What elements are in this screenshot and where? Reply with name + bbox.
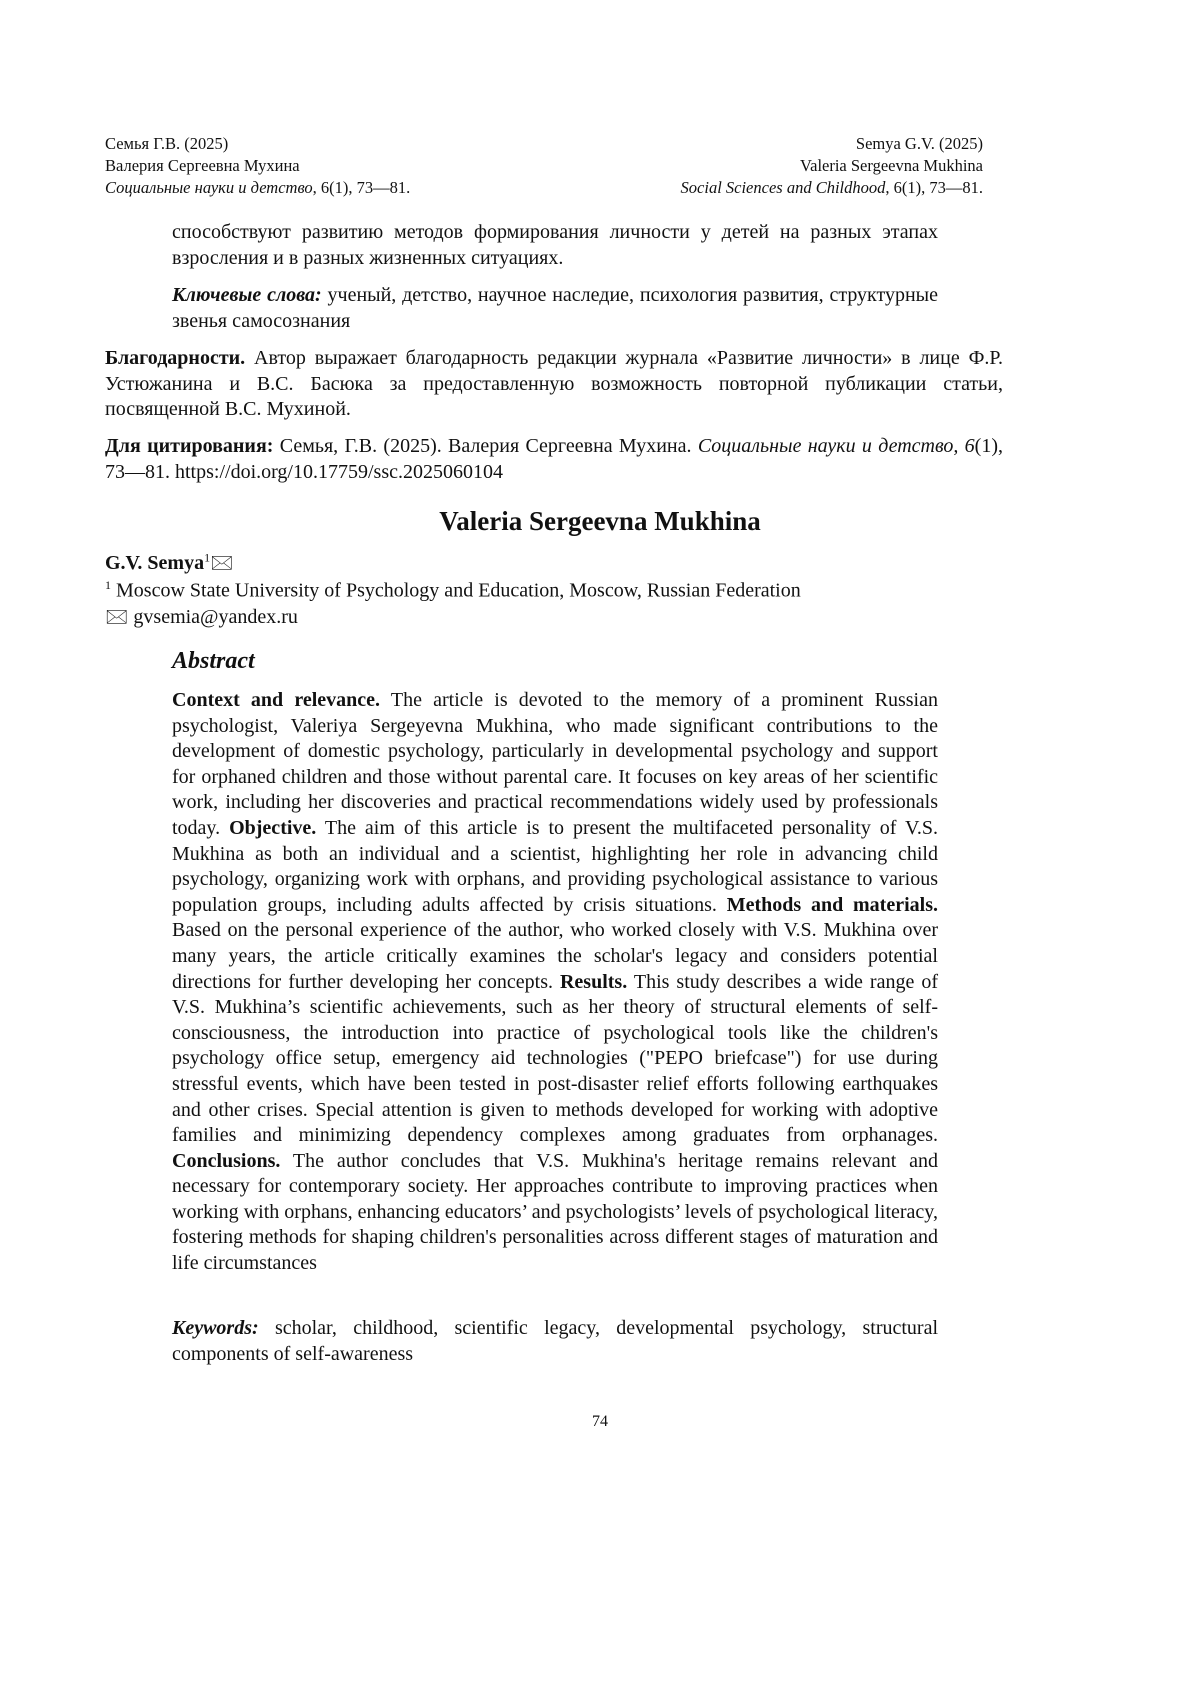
article-title: Valeria Sergeevna Mukhina [0, 506, 1200, 537]
header-author: Семья Г.В. (2025) [105, 133, 410, 155]
email-link[interactable]: gvsemia@yandex.ru [133, 606, 297, 628]
running-header-ru [105, 133, 410, 199]
header-title: Valeria Sergeevna Mukhina [681, 155, 983, 177]
affiliation: 1 Moscow State University of Psychology and Education, Moscow, Russian Federation [105, 572, 801, 604]
ru-abstract-tail: способствуют развитию методов формирования личности у детей на разных этапах взросления и в разных жизненных ситуациях. [172, 220, 938, 271]
header-journal: Social Sciences and Childhood, 6(1), 73—81. [681, 177, 983, 199]
doi-link[interactable]: (1), 73—81. https://doi.org/10.17759/ssc.2025060104 [105, 435, 1003, 483]
keywords: Keywords: scholar, childhood, scientific legacy, developmental psychology, structural components of self-awareness [172, 1316, 938, 1367]
ru-citation: Для цитирования: Семья, Г.В. (2025). Валерия Сергеевна Мухина. Социальные науки и детство, 6(1), 73—81. https://doi.org/10.17759/ssc.2025060104 [105, 434, 1003, 485]
abstract-body: Context and relevance. The article is devoted to the memory of a prominent Russian psychologist, Valeriya Sergeyevna Mukhina, who made significant contributions to the development of domestic psychology, particularly in developmental psychology and support for orphaned children and those without parental care. It focuses on key areas of her scientific work, including her discoveries and practical recommendations widely used by professionals today. Objective. The aim of this article is to present the multifaceted personality of V.S. Mukhina as both an individual and a scientist, highlighting her role in advancing child psychology, organizing work with orphans, and providing psychological assistance to various population groups, including adults affected by crisis situations. Methods and materials. Based on the personal experience of the author, who worked closely with V.S. Mukhina over many years, the article critically examines the scholar's legacy and considers potential directions for further developing her concepts. Results. This study describes a wide range of V.S. Mukhina’s scientific achievements, such as her theory of structural elements of self-consciousness, the introduction into practice of psychological tools like the children's psychology office setup, emergency aid technologies ("PEPO briefcase") for use during stressful events, which have been tested in post-disaster relief efforts following earthquakes and other crises. Special attention is given to methods developed for working with adoptive families and minimizing dependency complexes among graduates from orphanages. Conclusions. The author concludes that V.S. Mukhina's heritage remains relevant and necessary for contemporary society. Her approaches contribute to improving practices when working with orphans, enhancing educators’ and psychologists’ levels of psychological literacy, fostering methods for shaping children's personalities across different stages of maturation and life circumstances [172, 688, 938, 1277]
header-journal: Социальные науки и детство, 6(1), 73—81. [105, 177, 410, 199]
header-title: Валерия Сергеевна Мухина [105, 155, 410, 177]
running-header-en [681, 133, 983, 199]
author-line: G.V. Semya1🖂 [105, 548, 234, 582]
ru-acknowledgements: Благодарности. Автор выражает благодарность редакции журнала «Развитие личности» в лице Ф.Р. Устюжанина и В.С. Басюка за предоставленную возможность повторной публикации статьи, посвященной В.С. Мухиной. [105, 346, 1003, 423]
email-line [105, 604, 801, 630]
header-author: Semya G.V. (2025) [681, 133, 983, 155]
envelope-icon: 🖂 [105, 604, 128, 630]
envelope-icon: 🖂 [210, 548, 233, 582]
page-number: 74 [0, 1413, 1200, 1431]
affiliation-block [105, 572, 801, 630]
abstract-heading: Abstract [172, 648, 255, 675]
ru-keywords: Ключевые слова: ученый, детство, научное наследие, психология развития, структурные звенья самосознания [172, 283, 938, 334]
